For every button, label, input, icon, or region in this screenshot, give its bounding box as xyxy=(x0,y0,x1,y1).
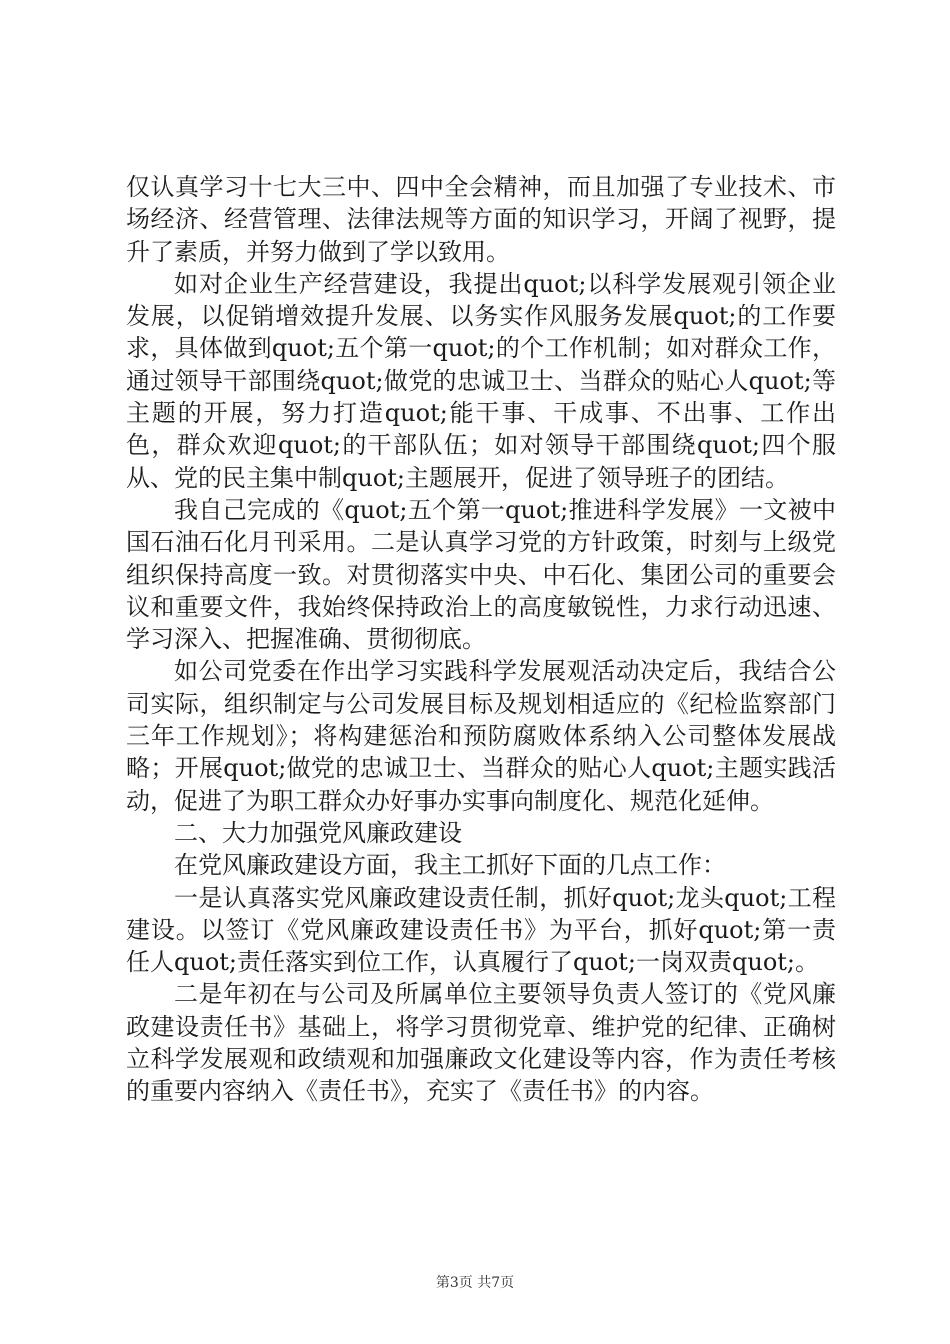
section-heading: 二、大力加强党风廉政建设 xyxy=(174,818,462,847)
paragraph-1: 仅认真学习十七大三中、四中全会精神，而且加强了专业技术、市场经济、经营管理、法律法规等方面的知识学习，开阔了视野，提升了素质，并努力做到了学以致用。 xyxy=(126,173,836,266)
paragraph-4: 如公司党委在作出学习实践科学发展观活动决定后，我结合公司实际，组织制定与公司发展目标及规划相适应的《纪检监察部门三年工作规划》；将构建惩治和预防腐败体系纳入公司整体发展战略；开展quot;做党的忠诚卫士、当群众的贴心人quot;主题实践活动，促进了为职工群众办好事办实事向制度化、规范化延伸。 xyxy=(126,657,836,815)
page-footer: 第3页 共7页 xyxy=(435,1275,515,1291)
paragraph-6: 一是认真落实党风廉政建设责任制，抓好quot;龙头quot;工程建设。以签订《党风廉政建设责任书》为平台，抓好quot;第一责任人quot;责任落实到位工作，认真履行了quot;一岗双责quot;。 xyxy=(126,883,836,977)
paragraph-3: 我自己完成的《quot;五个第一quot;推进科学发展》一文被中国石油石化月刊采用。二是认真学习党的方针政策，时刻与上级党组织保持高度一致。对贯彻落实中央、中石化、集团公司的重要会议和重要文件，我始终保持政治上的高度敏锐性，力求行动迅速、学习深入、把握准确、贯彻彻底。 xyxy=(126,495,836,654)
paragraph-7: 二是年初在与公司及所属单位主要领导负责人签订的《党风廉政建设责任书》基础上，将学习贯彻党章、维护党的纪律、正确树立科学发展观和政绩观和加强廉政文化建设等内容，作为责任考核的重要内容纳入《责任书》，充实了《责任书》的内容。 xyxy=(126,980,836,1106)
document-body xyxy=(126,171,836,1108)
paragraph-2: 如对企业生产经营建设，我提出quot;以科学发展观引领企业发展，以促销增效提升发展、以务实作风服务发展quot;的工作要求，具体做到quot;五个第一quot;的个工作机制；如对群众工作，通过领导干部围绕quot;做党的忠诚卫士、当群众的贴心人quot;等主题的开展，努力打造quot;能干事、干成事、不出事、工作出色，群众欢迎quot;的干部队伍；如对领导干部围绕quot;四个服从、党的民主集中制quot;主题展开，促进了领导班子的团结。 xyxy=(126,269,836,492)
paragraph-5: 在党风廉政建设方面，我主工抓好下面的几点工作： xyxy=(174,851,726,880)
